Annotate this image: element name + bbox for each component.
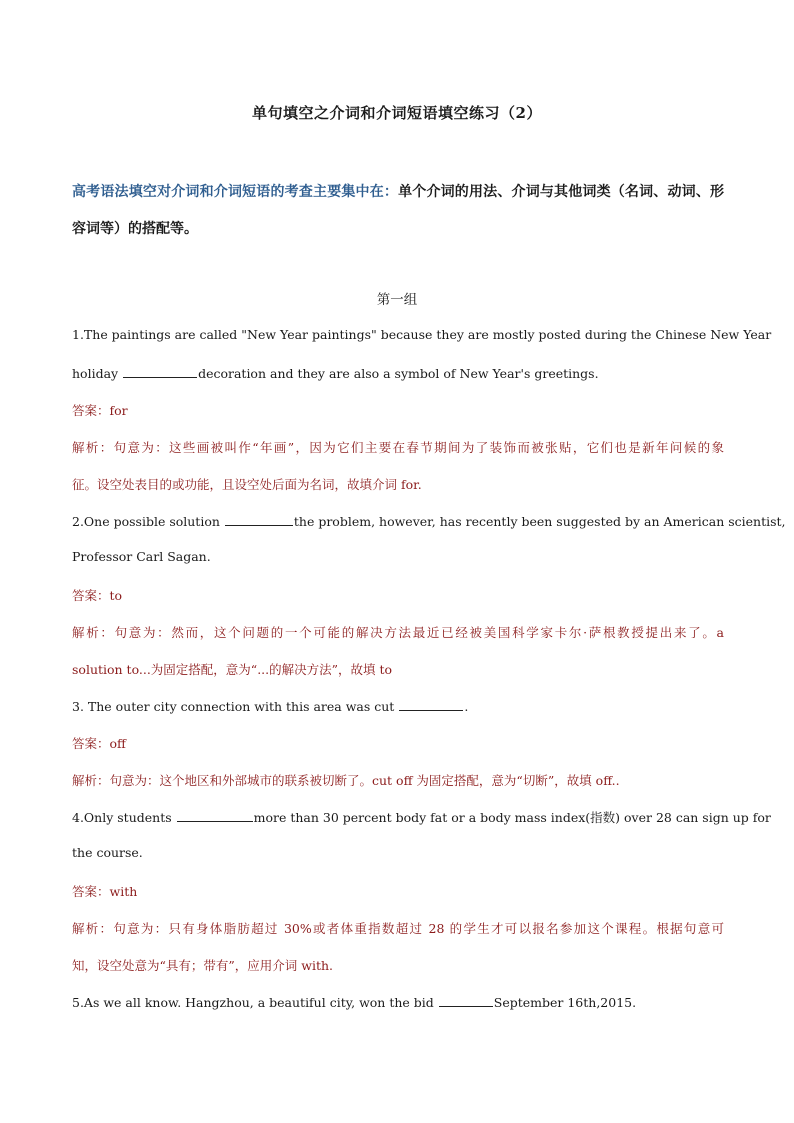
answer-blank (399, 697, 463, 711)
question-3-line-1 (72, 697, 724, 714)
explanation-4-line-1: 解析：句意为：只有身体脂肪超过 30%或者体重指数超过 28 的学生才可以报名参加这个课程。根据句意可 (72, 921, 724, 936)
answer-2 (72, 586, 724, 604)
answer-value: to (109, 588, 123, 603)
answer-label: 答案： (72, 403, 110, 418)
question-3-text-after: . (464, 699, 469, 714)
question-2-line-2: Professor Carl Sagan. (72, 549, 211, 564)
group-title: 第一组 (376, 292, 418, 308)
answer-4 (72, 882, 724, 900)
intro-line-1 (72, 174, 724, 211)
intro-paragraph (72, 174, 724, 248)
question-1-line-1: 1.The paintings are called "New Year paintings" because they are mostly posted during the Chinese New Year (72, 327, 772, 342)
question-4-text-after: more than 30 percent body fat or a body mass index(指数) over 28 can sign up for (253, 810, 771, 825)
question-5-text-before: 5.As we all know. Hangzhou, a beautiful city, won the bid (72, 995, 438, 1010)
answer-1 (72, 401, 724, 419)
question-2-text-after: the problem, however, has recently been suggested by an American scientist, (293, 514, 786, 529)
explanation-4-line-2: 知，设空处意为“具有；带有”，应用介词 with. (72, 958, 333, 973)
answer-blank (225, 512, 293, 526)
intro-line-2: 容词等）的搭配等。 (72, 221, 198, 237)
explanation-3-line-1: 解析：句意为：这个地区和外部城市的联系被切断了。cut off 为固定搭配，意为“切断”，故填 off.. (72, 773, 620, 788)
question-4-line-1 (72, 808, 771, 826)
question-5-text-after: September 16th,2015. (493, 995, 637, 1010)
answer-value: for (109, 403, 128, 418)
answer-label: 答案： (72, 736, 110, 751)
answer-blank (177, 808, 253, 822)
question-1-text-before: holiday (72, 366, 123, 381)
explanation-1-line-2: 征。设空处表目的或功能，且设空处后面为名词，故填介词 for. (72, 477, 422, 492)
answer-label: 答案： (72, 884, 110, 899)
answer-blank (123, 364, 197, 378)
question-3-text-before: 3. The outer city connection with this area was cut (72, 699, 399, 714)
question-1-text-after: decoration and they are also a symbol of New Year's greetings. (198, 366, 599, 381)
answer-label: 答案： (72, 588, 110, 603)
intro-lead: 高考语法填空对介词和介词短语的考查主要集中在： (72, 184, 399, 200)
question-4-text-before: 4.Only students (72, 810, 176, 825)
answer-3 (72, 734, 724, 752)
page-title: 单句填空之介词和介词短语填空练习（2） (252, 104, 542, 122)
question-2-text-before: 2.One possible solution (72, 514, 224, 529)
intro-rest-1: 单个介词的用法、介词与其他词类（名词、动词、形 (398, 184, 725, 200)
explanation-2-line-2: solution to...为固定搭配，意为“...的解决方法”，故填 to (72, 662, 393, 677)
question-1-line-2 (72, 364, 724, 381)
question-4-line-2: the course. (72, 845, 143, 860)
explanation-1-line-1: 解析：句意为：这些画被叫作“年画”，因为它们主要在春节期间为了装饰而被张贴，它们也是新年问候的象 (72, 440, 724, 455)
explanation-2-line-1: 解析：句意为：然而，这个问题的一个可能的解决方法最近已经被美国科学家卡尔·萨根教授提出来了。a (72, 625, 724, 640)
answer-value: with (109, 884, 138, 899)
answer-blank (439, 993, 493, 1007)
question-5-line-1 (72, 993, 724, 1010)
answer-value: off (109, 736, 126, 751)
question-2-line-1 (72, 512, 786, 529)
